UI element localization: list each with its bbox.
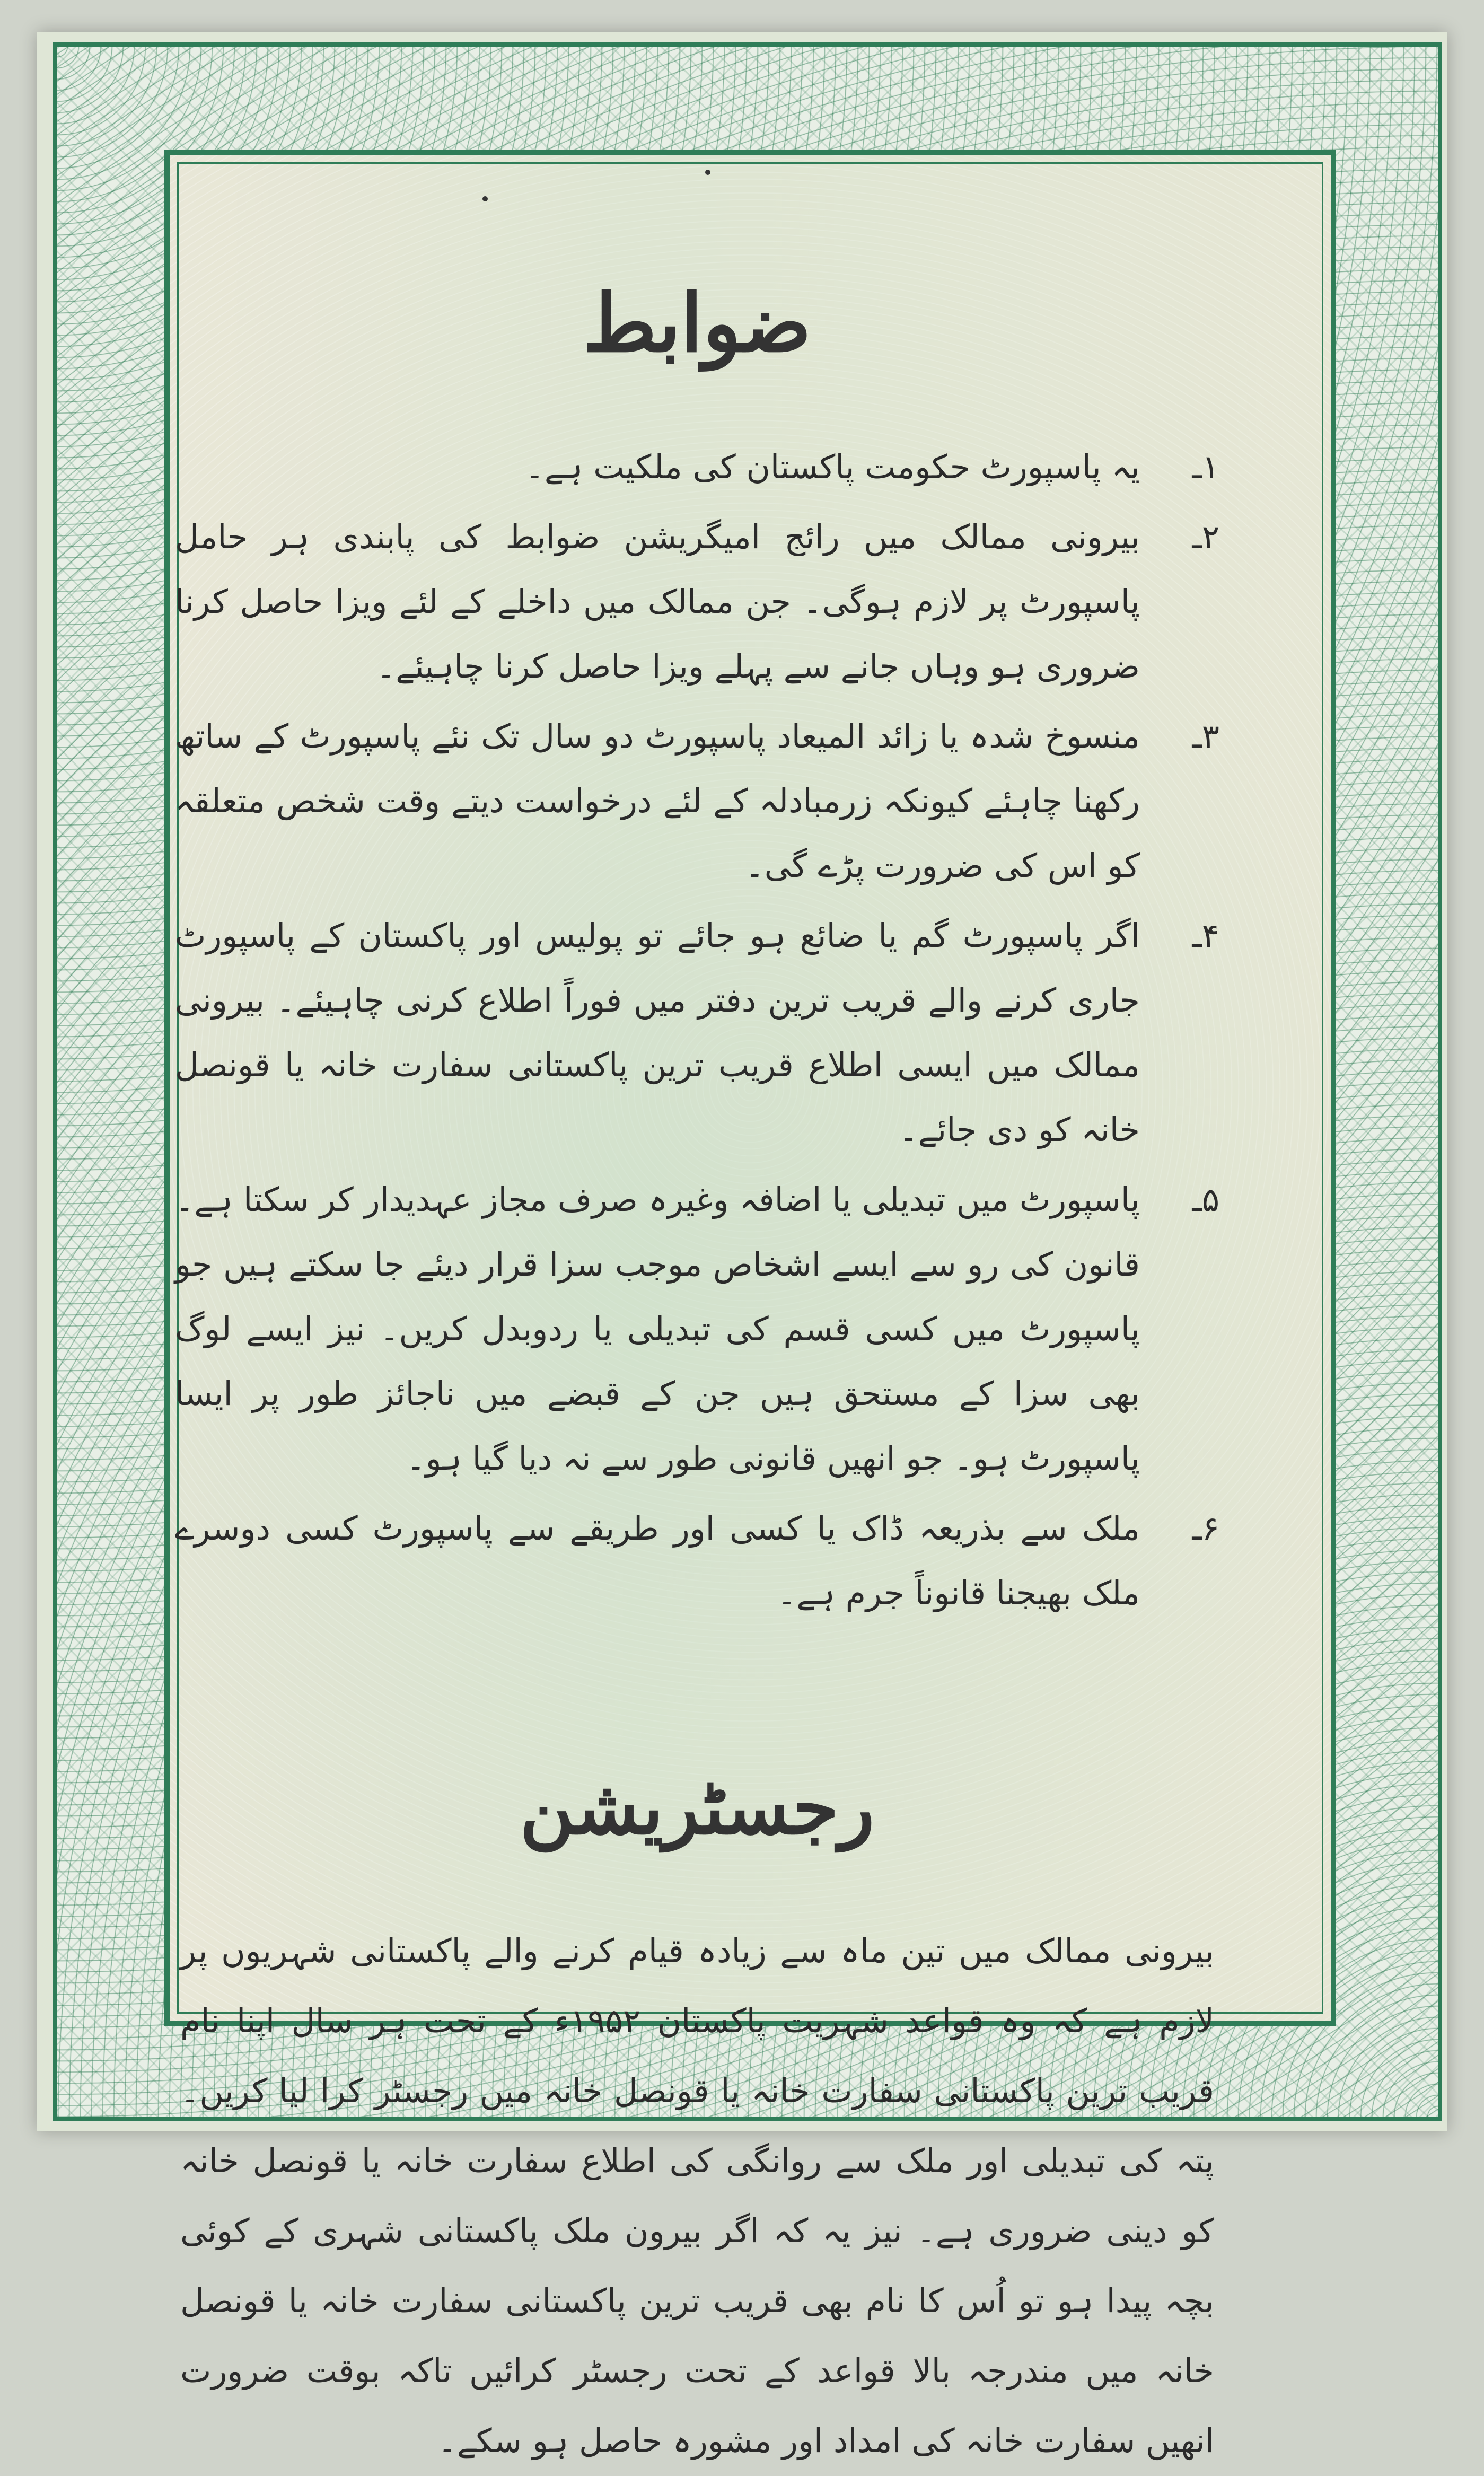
rule-number: ۳ـ xyxy=(1192,717,1219,756)
rule-text: پاسپورٹ میں تبدیلی یا اضافہ وغیرہ صرف مجاز عہدیدار کر سکتا ہے۔ قانون کی رو سے ایسے اشخاص موجب سزا قرار دیئے جا سکتے ہیں جو پاسپورٹ میں کسی قسم کی تبدیلی یا ردوبدل کریں۔ نیز ایسے لوگ بھی سزا کے مستحق ہیں جن کے قبضے میں ناجائز طور پر ایسا پاسپورٹ ہو۔ جو انھیں قانونی طور سے نہ دیا گیا ہو۔ xyxy=(175,1180,1140,1478)
rule-number: ۶ـ xyxy=(1192,1509,1219,1548)
rule-text: ملک سے بذریعہ ڈاک یا کسی اور طریقے سے پاسپورٹ کسی دوسرے ملک بھیجنا قانوناً جرم ہے۔ xyxy=(175,1509,1140,1612)
rule-number: ۴ـ xyxy=(1192,916,1219,955)
rule-item xyxy=(175,1167,1219,1491)
rule-item xyxy=(175,704,1219,898)
rule-text: بیرونی ممالک میں رائج امیگریشن ضوابط کی پابندی ہر حامل پاسپورٹ پر لازم ہوگی۔ جن ممالک میں داخلے کے لئے ویزا حاصل کرنا ضروری ہو وہاں جانے سے پہلے ویزا حاصل کرنا چاہیئے۔ xyxy=(175,517,1140,686)
rule-number: ۵ـ xyxy=(1192,1180,1219,1219)
rule-item xyxy=(175,903,1219,1162)
rules-list xyxy=(175,435,1219,1626)
rule-item xyxy=(175,435,1219,499)
rule-number: ۱ـ xyxy=(1192,447,1219,486)
decorative-dot xyxy=(705,170,710,175)
rule-number: ۲ـ xyxy=(1192,517,1219,556)
rule-item xyxy=(175,1496,1219,1626)
rule-text: یہ پاسپورٹ حکومت پاکستان کی ملکیت ہے۔ xyxy=(525,447,1140,486)
registration-paragraph: بیرونی ممالک میں تین ماہ سے زیادہ قیام کرنے والے پاکستانی شہریوں پر لازم ہے کہ وہ قواعد شہریت پاکستان ۱۹۵۲ء کے تحت ہر سال اپنا نام قریب ترین پاکستانی سفارت خانہ یا قونصل خانہ میں رجسٹر کرا لیا کریں۔ پتہ کی تبدیلی اور ملک سے روانگی کی اطلاع سفارت خانہ یا قونصل خانہ کو دینی ضروری ہے۔ نیز یہ کہ اگر بیرون ملک پاکستانی شہری کے کوئی بچہ پیدا ہو تو اُس کا نام بھی قریب ترین پاکستانی سفارت خانہ یا قونصل خانہ میں مندرجہ بالا قواعد کے تحت رجسٹر کرائیں تاکہ بوقت ضرورت انھیں سفارت خانہ کی امداد اور مشورہ حاصل ہو سکے۔ xyxy=(180,1931,1214,2460)
rule-item xyxy=(175,505,1219,699)
registration-heading: رجسٹریشن xyxy=(520,1764,875,1851)
rules-heading: ضوابط xyxy=(583,277,812,370)
page-content xyxy=(175,276,1219,2476)
rule-text: منسوخ شدہ یا زائد المیعاد پاسپورٹ دو سال تک نئے پاسپورٹ کے ساتھ رکھنا چاہئے کیونکہ زرمبادلہ کے لئے درخواست دیتے وقت شخص متعلقہ کو اس کی ضرورت پڑے گی۔ xyxy=(175,717,1140,885)
rule-text: اگر پاسپورٹ گم یا ضائع ہو جائے تو پولیس اور پاکستان کے پاسپورٹ جاری کرنے والے قریب ترین دفتر میں فوراً اطلاع کرنی چاہیئے۔ بیرونی ممالک میں ایسی اطلاع قریب ترین پاکستانی سفارت خانہ یا قونصل خانہ کو دی جائے۔ xyxy=(175,916,1140,1149)
decorative-dot xyxy=(482,196,488,201)
